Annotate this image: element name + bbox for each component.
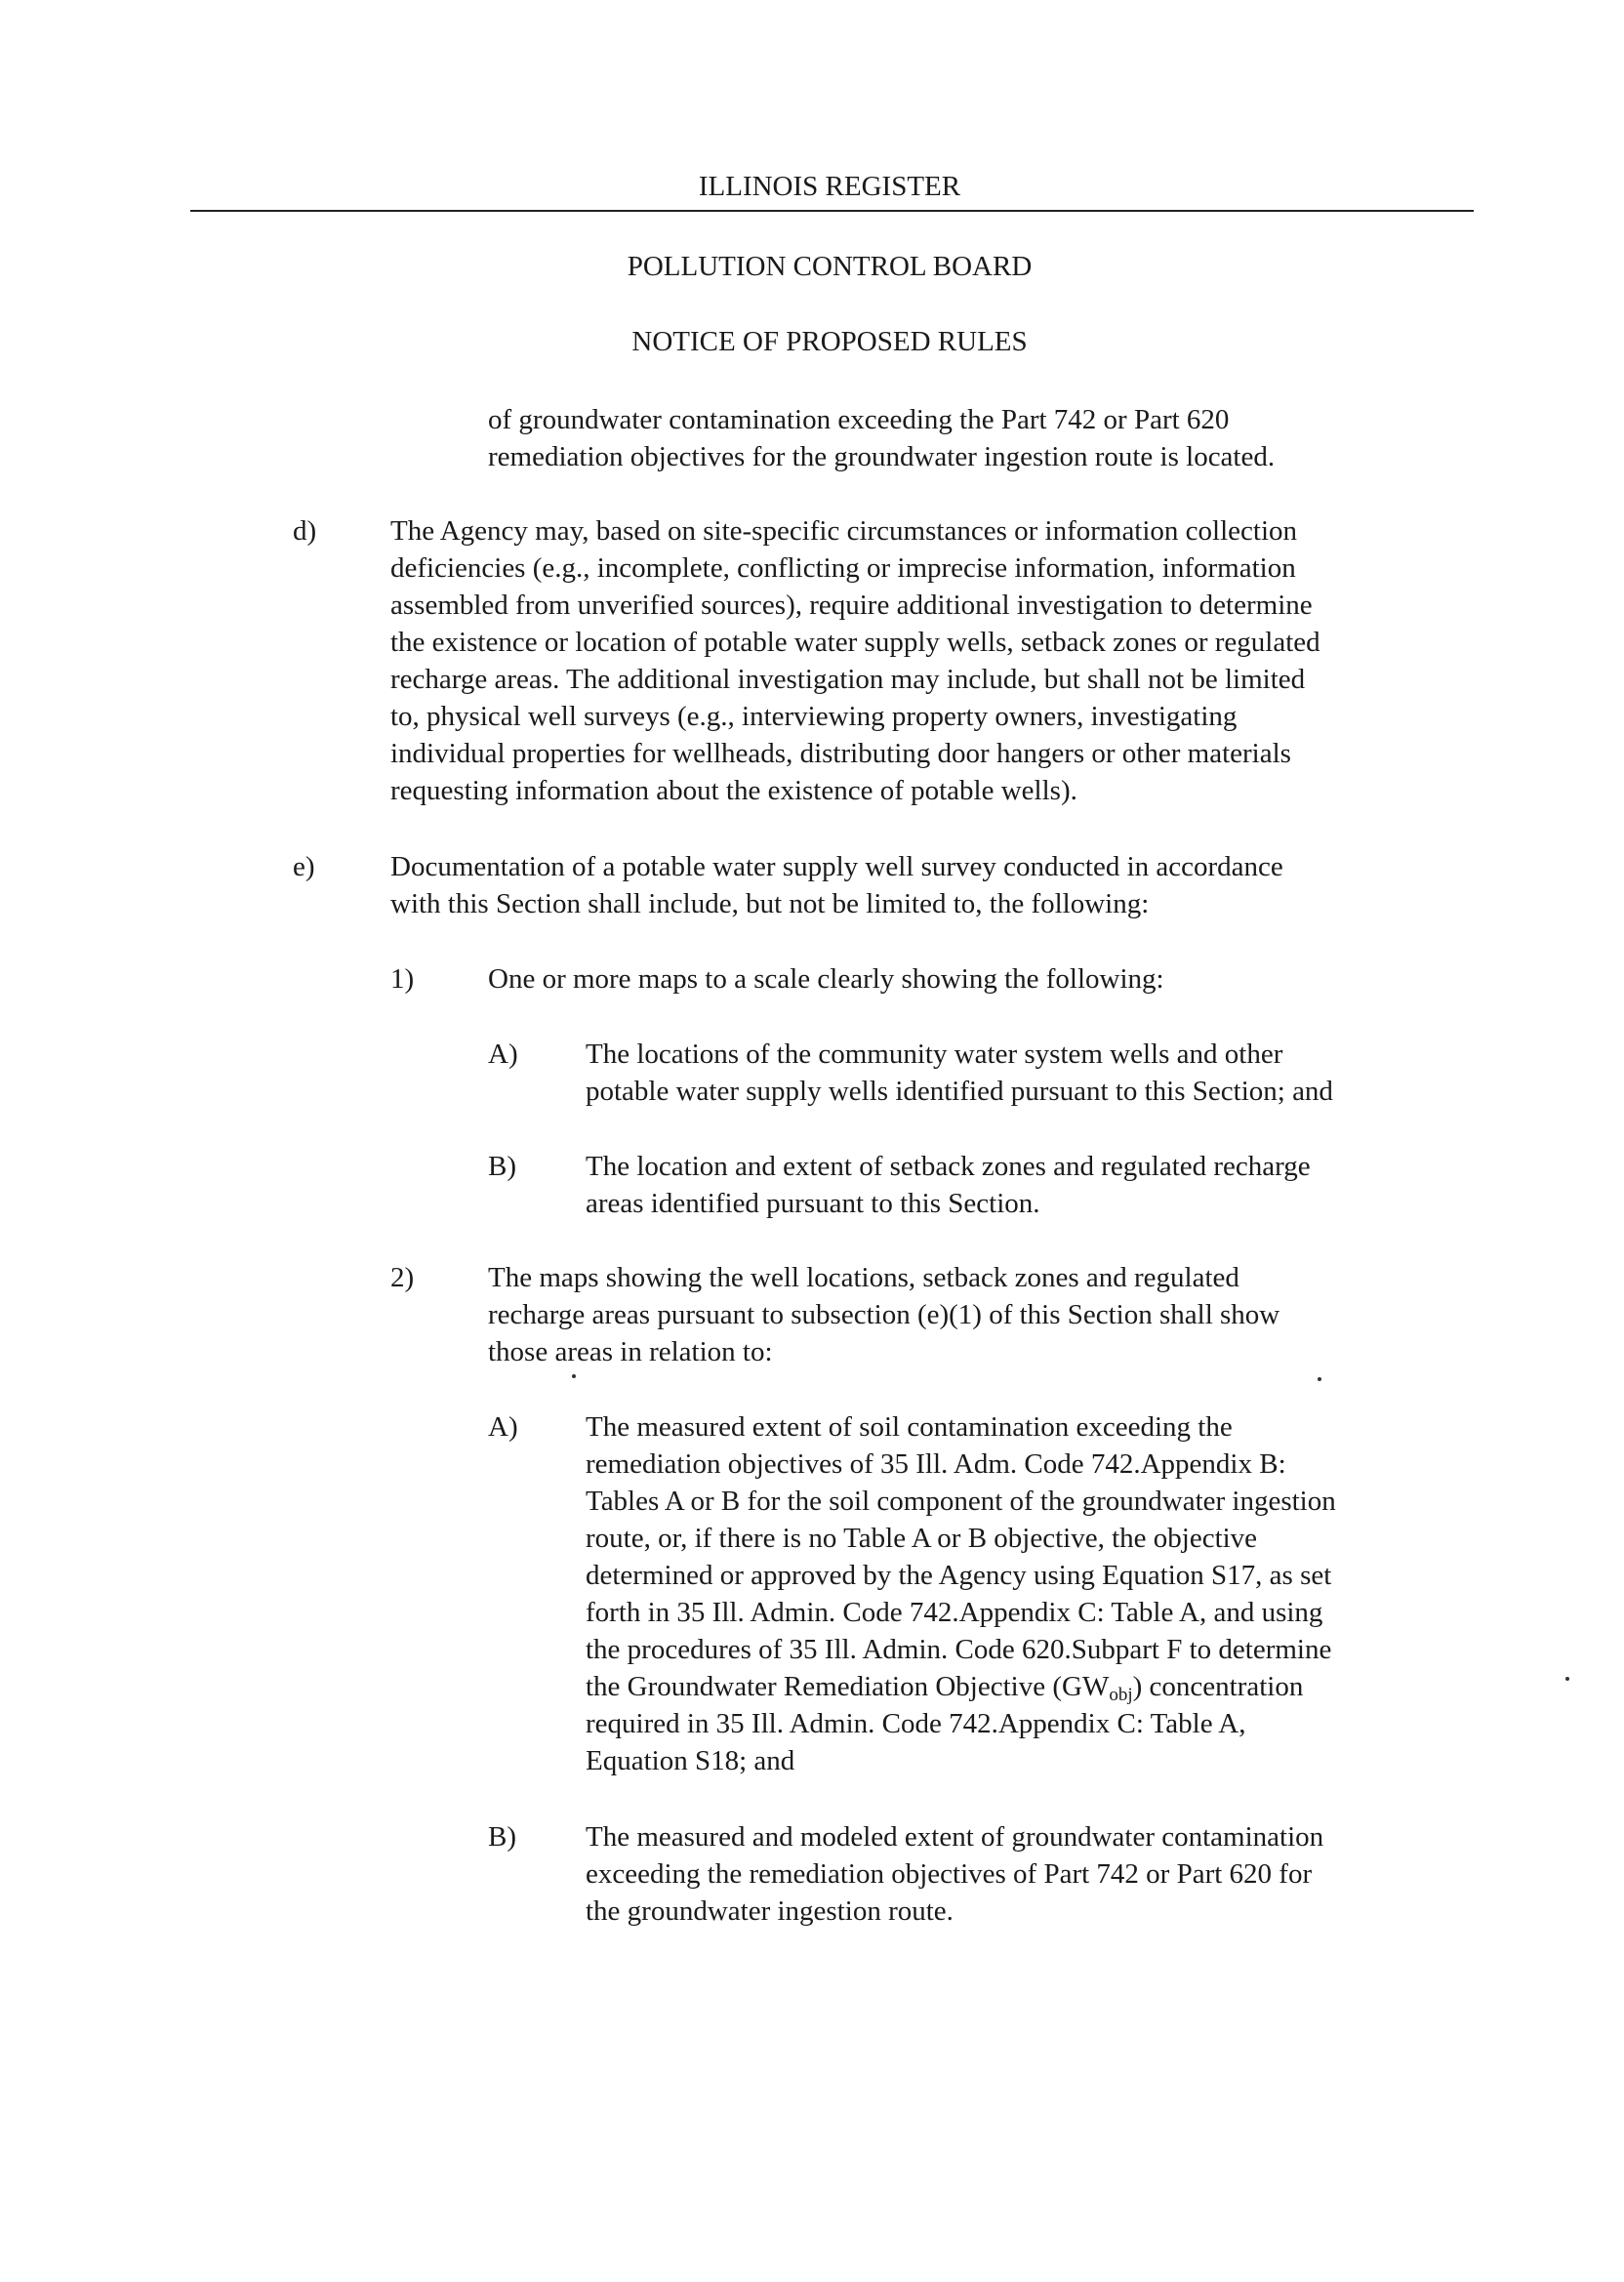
header-rule	[190, 210, 1474, 212]
board-title: POLLUTION CONTROL BOARD	[627, 251, 1033, 282]
section-e-label: e)	[293, 851, 315, 882]
item-1a-text: The locations of the community water system wells and other potable water supply wells identified pursuant to this Section; and	[586, 1039, 1333, 1107]
item-1a-label: A)	[488, 1039, 518, 1070]
scan-speck	[572, 1374, 576, 1378]
section-d-text: The Agency may, based on site-specific circumstances or information collection deficiencies (e.g., incomplete, conflicting or imprecise information, information assembled from unverified sources), require additional investigation to determine the existence or location of potable water supply wells, setback zones or regulated recharge areas. The additional investigation may include, but shall not be limited to, physical well surveys (e.g., interviewing property owners, investigating individual properties for wellheads, distributing door hangers or other materials requesting information about the existence of potable wells).	[390, 515, 1320, 806]
continuation-paragraph: of groundwater contamination exceeding the Part 742 or Part 620 remediation objectives for the groundwater ingestion route is located.	[488, 404, 1276, 472]
item-1-label: 1)	[390, 963, 415, 995]
item-1b-label: B)	[488, 1151, 516, 1182]
item-2-label: 2)	[390, 1262, 415, 1293]
item-1-text: One or more maps to a scale clearly showing the following:	[488, 963, 1164, 995]
item-2a-label: A)	[488, 1411, 518, 1443]
notice-title: NOTICE OF PROPOSED RULES	[631, 326, 1028, 357]
scan-speck	[1318, 1377, 1321, 1381]
item-2a-text-part2: ) concentration required in 35 Ill. Admin. Code 742.Appendix C: Table A, Equation S18; and	[586, 1671, 1304, 1776]
gw-obj-subscript: obj	[1109, 1685, 1133, 1705]
item-2a-text	[586, 1408, 1336, 1779]
section-e-text: Documentation of a potable water supply well survey conducted in accordance with this Section shall include, but not be limited to, the following:	[390, 851, 1283, 919]
item-2b-text: The measured and modeled extent of groundwater contamination exceeding the remediation objectives of Part 742 or Part 620 for the groundwater ingestion route.	[586, 1821, 1324, 1927]
item-2-text: The maps showing the well locations, setback zones and regulated recharge areas pursuant to subsection (e)(1) of this Section shall show those areas in relation to:	[488, 1262, 1280, 1367]
scan-speck	[1565, 1677, 1569, 1681]
item-2b-label: B)	[488, 1821, 516, 1853]
item-2a-text-part1: The measured extent of soil contamination exceeding the remediation objectives of 35 Ill. Adm. Code 742.Appendix B: Tables A or B for the soil component of the groundwater ingestion route, or, if there is no Table A or B objective, the objective determined or approved by the Agency using Equation S17, as set forth in 35 Ill. Admin. Code 742.Appendix C: Table A, and using the procedures of 35 Ill. Admin. Code 620.Subpart F to determine the Groundwater Remediation Objective (GW	[586, 1411, 1336, 1702]
item-1b-text: The location and extent of setback zones and regulated recharge areas identified pursuant to this Section.	[586, 1151, 1311, 1219]
register-header: ILLINOIS REGISTER	[698, 171, 961, 202]
section-d-label: d)	[293, 515, 317, 547]
